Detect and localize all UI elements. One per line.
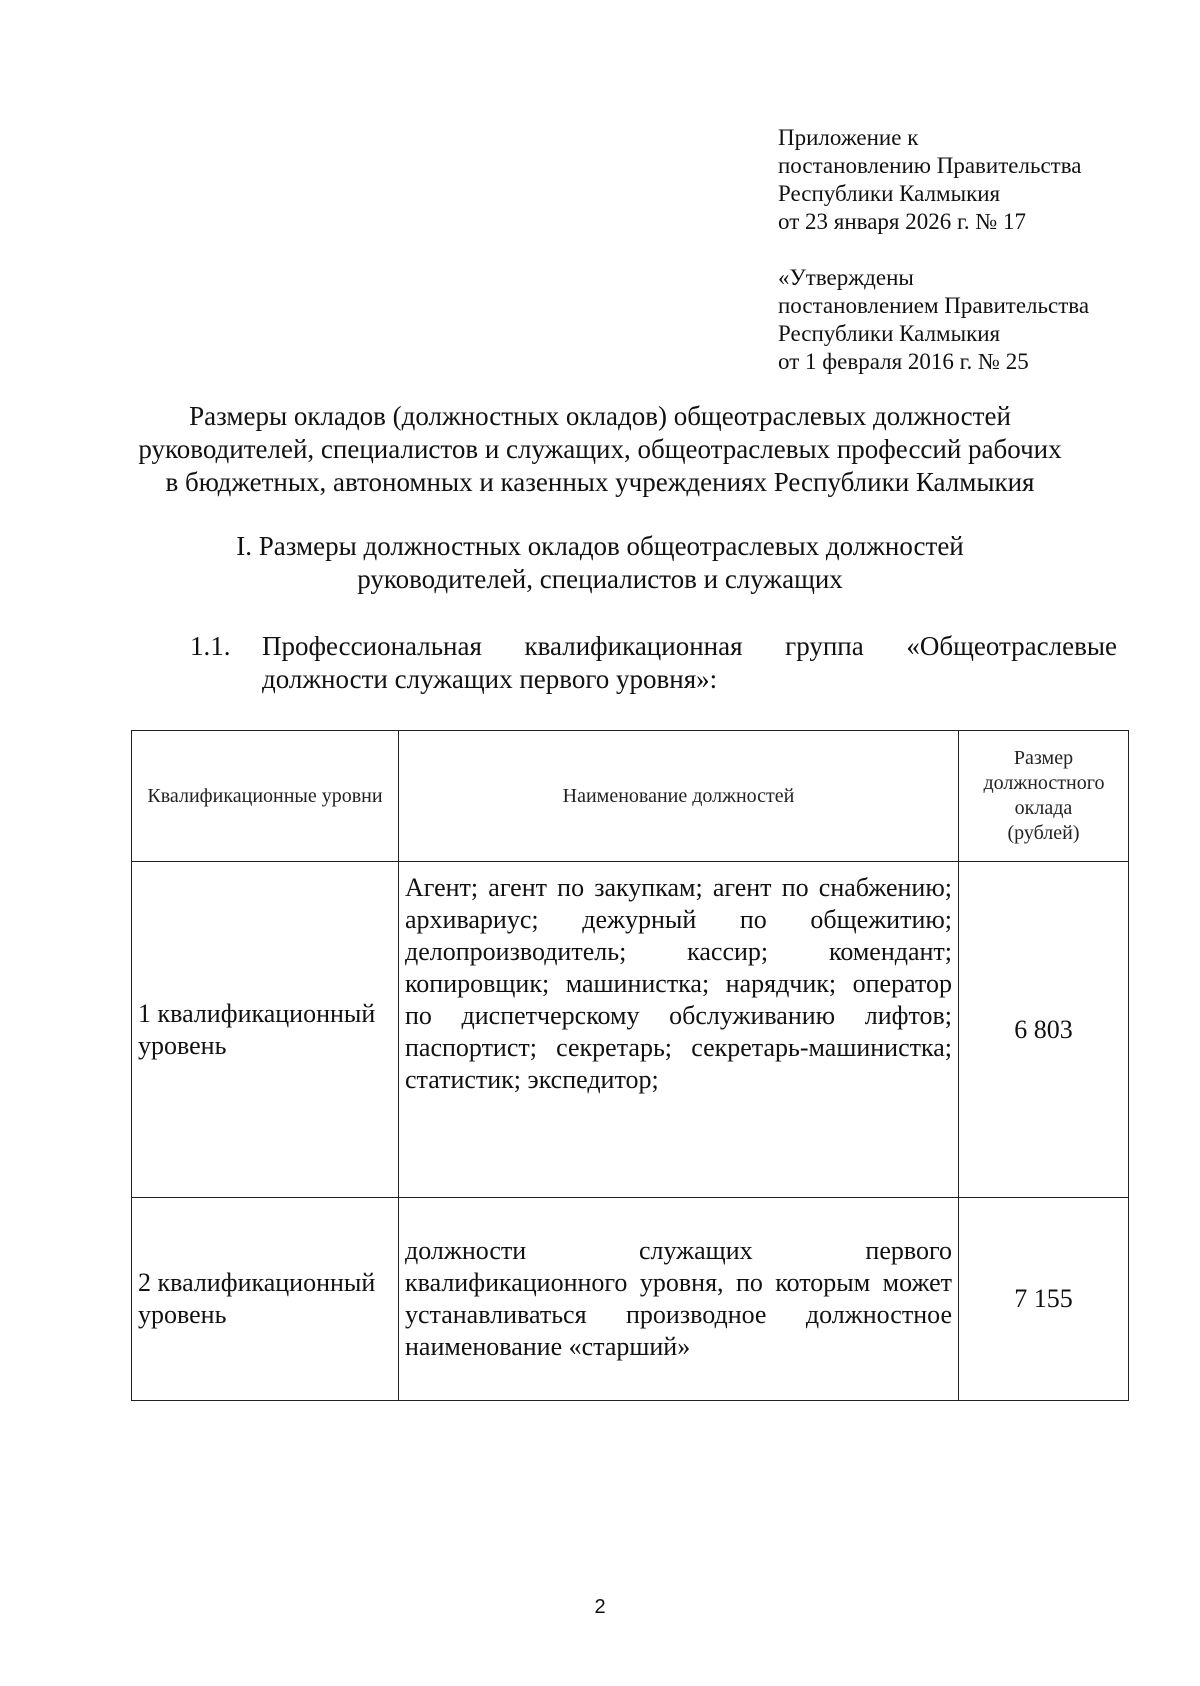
- annex-line: Республики Калмыкия: [778, 181, 1001, 206]
- approved-line: постановлением Правительства: [778, 293, 1090, 318]
- level-cell: [132, 862, 399, 1198]
- header-names: Наименование должностей: [399, 731, 959, 862]
- item-heading: [190, 630, 1117, 696]
- level-cell: [132, 1198, 399, 1401]
- item-word: группа: [785, 631, 864, 661]
- salary-table: [131, 730, 1129, 1401]
- level-text: 2 квалификационный уровень: [138, 1268, 376, 1329]
- approved-block: [778, 264, 1089, 376]
- header-salary-text: Размер должностного оклада (рублей): [983, 747, 1105, 844]
- section-title-line: I. Размеры должностных окладов общеотраслевых должностей: [236, 531, 964, 561]
- approved-line: от 1 февраля 2016 г. № 25: [778, 349, 1029, 374]
- title-line: Размеры окладов (должностных окладов) общеотраслевых должностей: [189, 401, 1011, 431]
- level-text: 1 квалификационный уровень: [138, 998, 376, 1060]
- item-word: Профессиональная: [262, 631, 482, 661]
- table-row: [132, 862, 1129, 1198]
- section-title: [0, 530, 1200, 596]
- section-title-line: руководителей, специалистов и служащих: [357, 564, 843, 594]
- annex-line: Приложение к: [778, 125, 919, 150]
- item-word: квалификационная: [524, 631, 743, 661]
- approved-line: «Утверждены: [778, 265, 914, 290]
- header-salary: [959, 731, 1129, 862]
- table-header-row: [132, 731, 1129, 862]
- item-word: «Общеотраслевые: [906, 631, 1117, 661]
- salary-cell: 6 803: [959, 862, 1129, 1198]
- annex-line: постановлению Правительства: [778, 153, 1082, 178]
- document-title: [0, 400, 1200, 499]
- annex-line: от 23 января 2026 г. № 17: [778, 209, 1027, 234]
- annex-block: [778, 124, 1081, 236]
- item-heading-line2: должности служащих первого уровня»:: [262, 664, 718, 694]
- salary-cell: 7 155: [959, 1198, 1129, 1401]
- table-row: [132, 1198, 1129, 1401]
- item-number: 1.1.: [190, 631, 231, 661]
- names-cell: должности служащих первого квалификационного уровня, по которым может устанавливаться производное должностное наименование «старший»: [399, 1198, 959, 1401]
- title-line: в бюджетных, автономных и казенных учреждениях Республики Калмыкия: [165, 467, 1035, 497]
- page-number: 2: [594, 1596, 606, 1618]
- names-cell: Агент; агент по закупкам; агент по снабжению; архивариус; дежурный по общежитию; делопроизводитель; кассир; комендант; копировщик; машинистка; нарядчик; оператор по диспетчерскому обслуживанию лифтов; паспортист; секретарь; секретарь-машинистка; статистик; экспедитор;: [399, 862, 959, 1198]
- approved-line: Республики Калмыкия: [778, 321, 1001, 346]
- title-line: руководителей, специалистов и служащих, общеотраслевых профессий рабочих: [138, 434, 1062, 464]
- header-level: Квалификационные уровни: [132, 731, 399, 862]
